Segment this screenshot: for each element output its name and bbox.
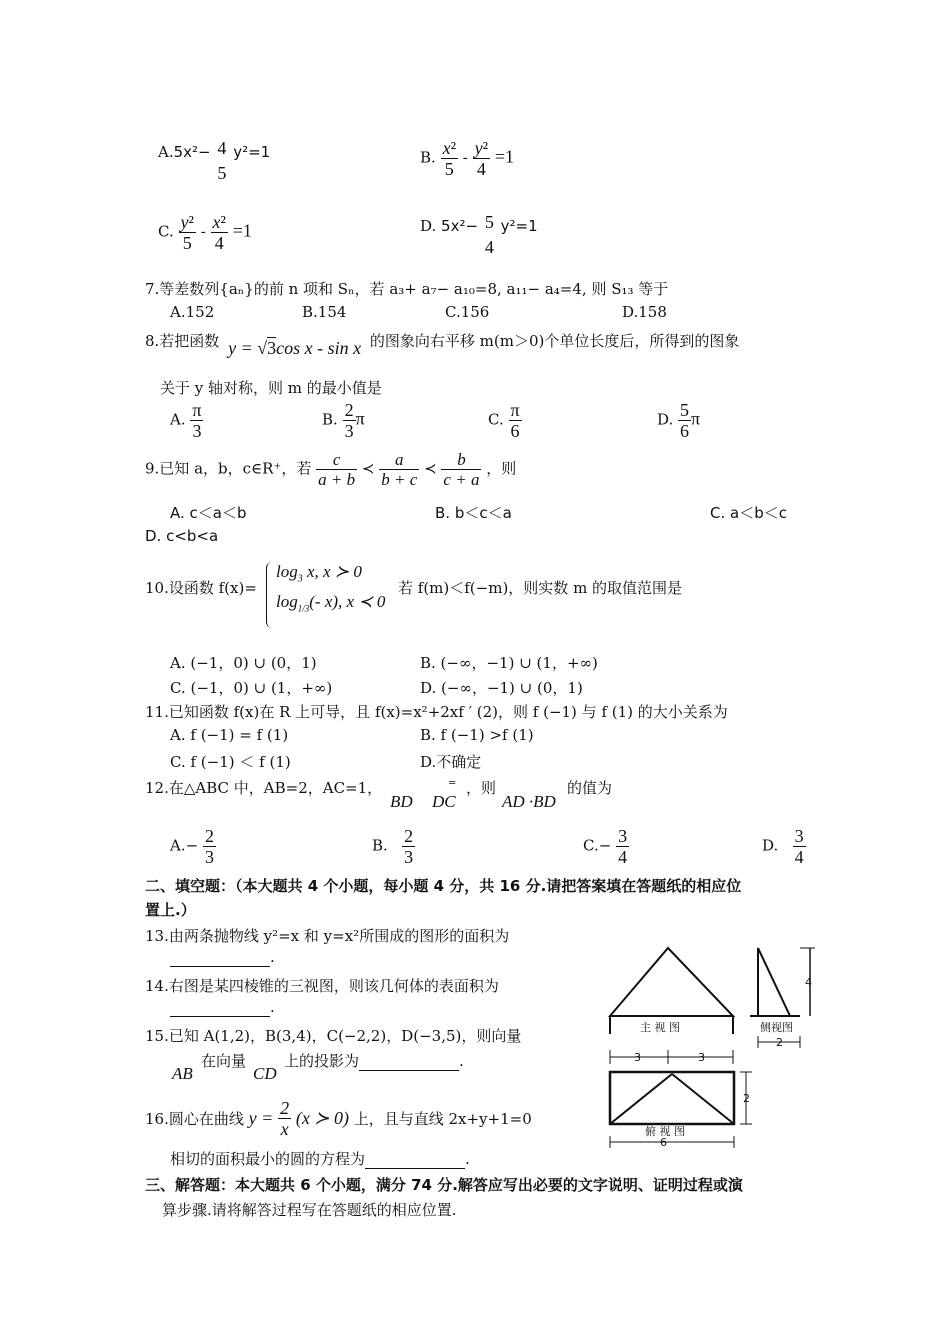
q7-option-c: C.156 (445, 303, 490, 321)
q11-text: 11.已知函数 f(x)在 R 上可导，且 f(x)=x²+2xf ′ (2)，则 f (−1) 与 f (1) 的大小关系为 (145, 703, 728, 721)
q8-option-b: B. $\frac{2}{3}$ π (322, 400, 365, 441)
section3-heading-line1: 三、解答题：本大题共 6 个小题，满分 74 分.解答应写出必要的文字说明、证明过程或演 (145, 1176, 743, 1194)
q12-suffix: 的值为 (567, 779, 613, 797)
q12-option-b: B. $\frac{2}{3}$ (372, 826, 414, 867)
front-view-label: 主 视 图 (640, 1021, 680, 1034)
q6-option-d: D. 5x²− 5 4 y²=1 (420, 212, 538, 257)
q12-option-a: A.− $\frac{2}{3}$ (170, 826, 214, 867)
q6-option-b-fraction-y: $\frac{\text{y²}}{4}$ (474, 138, 489, 179)
q8-function-formula: y = √3cos x - sin x (228, 338, 362, 358)
q13-blank (170, 948, 270, 967)
q7-option-b: B.154 (302, 303, 347, 321)
q10-option-d: D. (−∞，−1) ∪ (0，1) (420, 679, 583, 697)
q8-option-c: C. $\frac{\pi}{6}$ (488, 400, 520, 441)
section2-heading-line2: 置上.） (145, 901, 196, 919)
q10-prefix: 10.设函数 f(x)= (145, 579, 257, 597)
q6-option-d-fraction: 5 4 (484, 212, 494, 257)
q12-vector-dc: DC (432, 792, 456, 811)
q11-option-d: D.不确定 (420, 753, 482, 771)
q10-piecewise: $\log_3 x$, x ≻ 0 $\log_{1/3}(-$ x), x ≺ 0 (266, 560, 396, 632)
q9-option-d: D. c<b<a (145, 527, 219, 545)
q12-vector-bd: BD (390, 792, 413, 811)
q6-option-c-fraction-x: $\frac{\text{x²}}{4}$ (212, 212, 226, 253)
q8-line1 (145, 330, 739, 359)
q9-option-a: A. c＜a＜b (170, 504, 247, 522)
section2-heading-line1: 二、填空题：（本大题共 4 个小题，每小题 4 分，共 16 分.请把答案填在答题纸的相应位 (145, 877, 742, 895)
q11-option-a: A. f (−1) = f (1) (170, 726, 289, 744)
q13-answer-line: . (170, 948, 275, 967)
q16-line1: 16.圆心在曲线 y = $\frac{2}{x}$ (x ≻ 0) 上，且与直线 2x+y+1=0 (145, 1098, 532, 1139)
q8-prefix: 8.若把函数 (145, 332, 220, 350)
q6-option-a-expr: 5x²− (173, 143, 211, 161)
q8-line2: 关于 y 轴对称，则 m 的最小值是 (160, 379, 382, 397)
q6-option-a-label: A. (158, 143, 174, 161)
q15-vector-cd: CD (253, 1064, 277, 1083)
q12-prefix: 12.在△ABC 中，AB=2，AC=1， (145, 779, 383, 797)
q10-suffix: 若 f(m)＜f(−m)，则实数 m 的取值范围是 (398, 579, 683, 597)
q12-option-c: C.− $\frac{3}{4}$ (583, 826, 628, 867)
q13-text: 13.由两条抛物线 y²=x 和 y=x²所围成的图形的面积为 (145, 927, 510, 945)
q9-option-c: C. a＜b＜c (710, 504, 787, 522)
section3-heading-line2: 算步骤.请将解答过程写在答题纸的相应位置. (162, 1201, 457, 1219)
q8-option-a: A. $\frac{\pi}{3}$ (170, 400, 202, 441)
q6-option-b-label: B. (420, 148, 436, 167)
q15-blank (359, 1052, 459, 1071)
three-view-figure (600, 942, 815, 1152)
q16-suffix: 上，且与直线 2x+y+1=0 (353, 1110, 532, 1128)
q6-option-d-label: D. (420, 217, 437, 235)
q6-option-a-fraction: 4 5 (217, 138, 227, 183)
q15-text: 15.已知 A(1,2)，B(3,4)，C(−2,2)，D(−3,5)，则向量 (145, 1027, 522, 1045)
q6-option-b: B. $\frac{\text{x²}}{5}$ - $\frac{\text{y²}}{4}$ =1 (420, 138, 514, 179)
q11-option-c: C. f (−1) ＜ f (1) (170, 753, 291, 771)
q15-middle: 在向量 (201, 1052, 247, 1070)
q9-suffix: ，则 (486, 459, 517, 478)
q15-vector-ab: AB (172, 1064, 193, 1083)
q16-line2: 相切的面积最小的圆的方程为 . (170, 1150, 470, 1168)
q14-answer-line: . (170, 998, 275, 1017)
dim-side-width-label: 2 (776, 1036, 783, 1049)
q10-option-b: B. (−∞，−1) ∪ (1，+∞) (420, 654, 598, 672)
top-view-rectangle (610, 1072, 734, 1124)
q12-dot-product: AD ·BD (502, 792, 556, 811)
dim-front-right-label: 3 (698, 1051, 705, 1064)
q16-curve-formula: y = (248, 1108, 274, 1128)
q7-text: 7.等差数列{aₙ}的前 n 项和 Sₙ，若 a₃+ a₇− a₁₀=8, a₁₁− a₄=4, 则 S₁₃ 等于 (145, 280, 669, 298)
q8-option-d: D. $\frac{5}{6}$ π (657, 400, 701, 441)
top-view-label: 俯 视 图 (645, 1125, 685, 1138)
q6-option-c: C. $\frac{\text{y²}}{5}$ - $\frac{\text{x²}}{4}$ =1 (158, 212, 252, 253)
q10-option-c: C. (−1，0) ∪ (1，+∞) (170, 679, 333, 697)
q6-option-a: A.5x²− 4 5 y²=1 (158, 138, 271, 183)
q9-option-b: B. b＜c＜a (435, 504, 512, 522)
dim-front-left-label: 3 (634, 1051, 641, 1064)
q12-option-d: D. $\frac{3}{4}$ (762, 826, 804, 867)
dim-height-label: 4 (805, 976, 812, 989)
q14-blank (170, 998, 270, 1017)
q15-answer-line: 上的投影为 . (284, 1052, 464, 1070)
q14-text: 14.右图是某四棱锥的三视图，则该几何体的表面积为 (145, 977, 499, 995)
front-view-triangle (610, 948, 733, 1016)
side-view-triangle (758, 948, 790, 1016)
q8-suffix: 的图象向右平移 m(m＞0)个单位长度后，所得到的图象 (369, 332, 740, 350)
q12-middle: ，则 (466, 779, 497, 797)
q7-option-d: D.158 (622, 303, 667, 321)
dim-top-height-label: 2 (743, 1092, 750, 1105)
q12-equals: = (448, 778, 457, 789)
q6-option-c-label: C. (158, 222, 174, 241)
q9-prefix: 9.已知 a，b，c∈R⁺，若 (145, 459, 312, 478)
q6-option-b-fraction-x: $\frac{\text{x²}}{5}$ (442, 138, 456, 179)
q6-option-c-fraction-y: $\frac{\text{y²}}{5}$ (180, 212, 194, 253)
q7-option-a: A.152 (170, 303, 215, 321)
q10-option-a: A. (−1，0) ∪ (0，1) (170, 654, 317, 672)
q16-prefix: 16.圆心在曲线 (145, 1110, 244, 1128)
q9-line1: 9.已知 a，b，c∈R⁺，若 $\frac{c}{a + b}$ ≺ $\frac{a}{b + c}$ ≺ $\frac{b}{c + a}$ ，则 (145, 450, 517, 489)
side-view-label: 侧视图 (760, 1021, 793, 1034)
q11-option-b: B. f (−1) >f (1) (420, 726, 534, 744)
dim-top-width-label: 6 (660, 1136, 667, 1149)
q16-blank (365, 1150, 465, 1169)
